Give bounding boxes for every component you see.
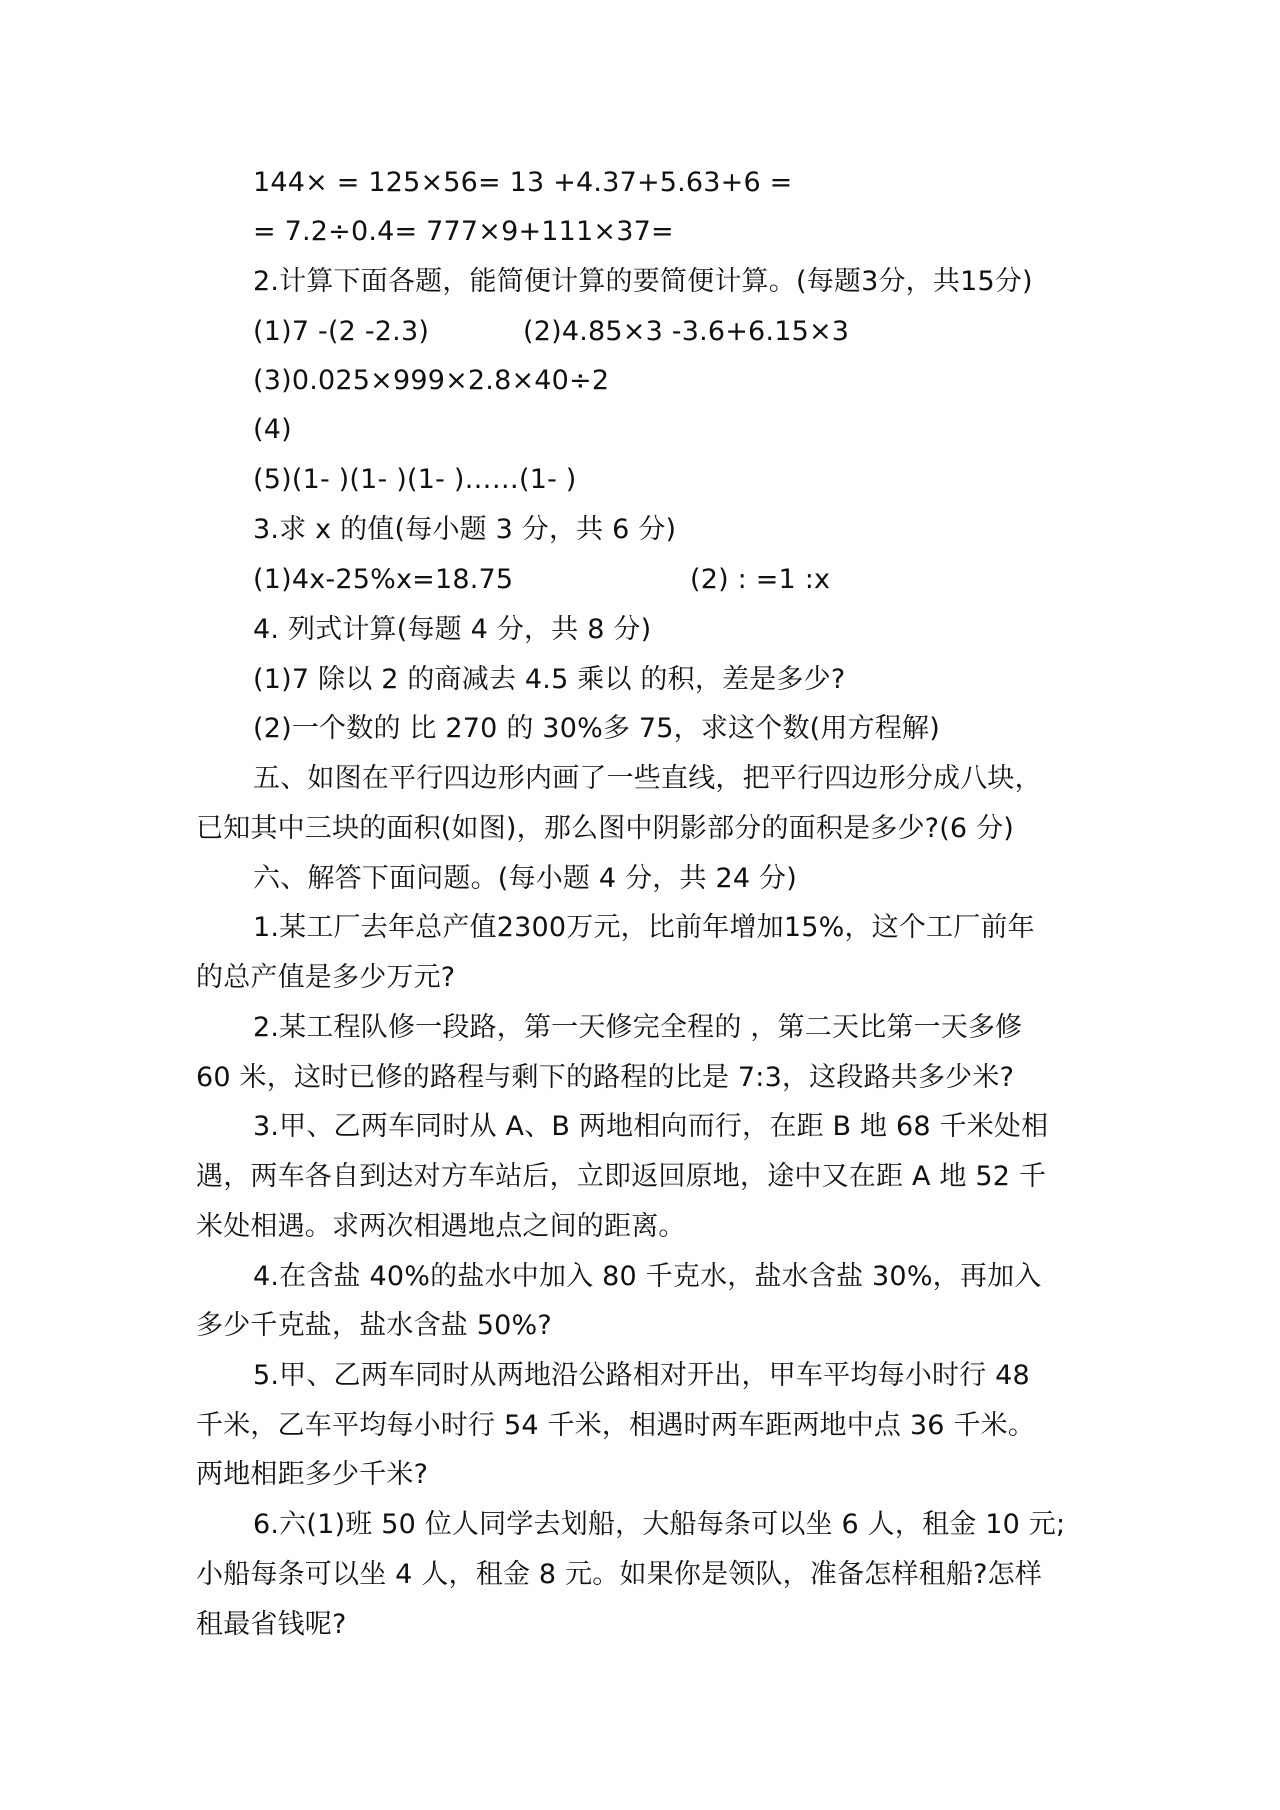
question-5-line-3: 两地相距多少千米? xyxy=(196,1459,429,1490)
section-5-line-1: 五、如图在平行四边形内画了一些直线，把平行四边形分成八块， xyxy=(253,763,1042,794)
question-3-line-3: 米处相遇。求两次相遇地点之间的距离。 xyxy=(196,1211,686,1242)
section-4-problem-1: (1)7 除以 2 的商减去 4.5 乘以 的积，差是多少? xyxy=(253,664,846,695)
section-2-problem-5: (5)(1- )(1- )(1- )……(1- ) xyxy=(253,464,577,495)
question-6-line-3: 租最省钱呢? xyxy=(196,1609,347,1640)
section-2-problem-3: (3)0.025×999×2.8×40÷2 xyxy=(253,365,610,396)
question-5-line-2: 千米，乙车平均每小时行 54 千米，相遇时两车距两地中点 36 千米。 xyxy=(196,1410,1036,1441)
question-2-line-1: 2.某工程队修一段路，第一天修完全程的 ，第二天比第一天多修 xyxy=(253,1012,1023,1043)
section-3-heading: 3.求 x 的值(每小题 3 分，共 6 分) xyxy=(253,514,677,545)
section-4-heading: 4. 列式计算(每题 4 分，共 8 分) xyxy=(253,614,652,645)
question-3-line-1: 3.甲、乙两车同时从 A、B 两地相向而行，在距 B 地 68 千米处相 xyxy=(253,1111,1049,1142)
section-5-line-2: 已知其中三块的面积(如图)，那么图中阴影部分的面积是多少?(6 分) xyxy=(196,813,1015,844)
calc-line-1: 144× = 125×56= 13 +4.37+5.63+6 = xyxy=(253,167,793,198)
question-1-line-2: 的总产值是多少万元? xyxy=(196,962,456,993)
section-3-problem-1: (1)4x-25%x=18.75 xyxy=(253,564,514,595)
section-2-problem-1: (1)7 -(2 -2.3) xyxy=(253,316,430,347)
question-5-line-1: 5.甲、乙两车同时从两地沿公路相对开出，甲车平均每小时行 48 xyxy=(253,1360,1030,1391)
question-3-line-2: 遇，两车各自到达对方车站后，立即返回原地，途中又在距 A 地 52 千 xyxy=(196,1161,1047,1192)
question-4-line-1: 4.在含盐 40%的盐水中加入 80 千克水，盐水含盐 30%，再加入 xyxy=(253,1261,1042,1292)
question-6-line-2: 小船每条可以坐 4 人，租金 8 元。如果你是领队，准备怎样租船?怎样 xyxy=(196,1559,1043,1590)
question-6-line-1: 6.六(1)班 50 位人同学去划船，大船每条可以坐 6 人，租金 10 元; xyxy=(253,1509,1066,1540)
question-1-line-1: 1.某工厂去年总产值2300万元，比前年增加15%，这个工厂前年 xyxy=(253,912,1035,943)
question-2-line-2: 60 米，这时已修的路程与剩下的路程的比是 7:3，这段路共多少米? xyxy=(196,1062,1015,1093)
section-2-problem-2: (2)4.85×3 -3.6+6.15×3 xyxy=(523,316,850,347)
section-4-problem-2: (2)一个数的 比 270 的 30%多 75，求这个数(用方程解) xyxy=(253,713,940,744)
calc-line-2: = 7.2÷0.4= 777×9+111×37= xyxy=(253,216,674,247)
section-2-problem-4: (4) xyxy=(253,414,292,445)
question-4-line-2: 多少千克盐，盐水含盐 50%? xyxy=(196,1310,552,1341)
section-6-heading: 六、解答下面问题。(每小题 4 分，共 24 分) xyxy=(253,863,797,894)
section-2-heading: 2.计算下面各题，能简便计算的要简便计算。(每题3分，共15分) xyxy=(253,266,1033,297)
section-3-problem-2: (2) : =1 :x xyxy=(690,564,831,595)
